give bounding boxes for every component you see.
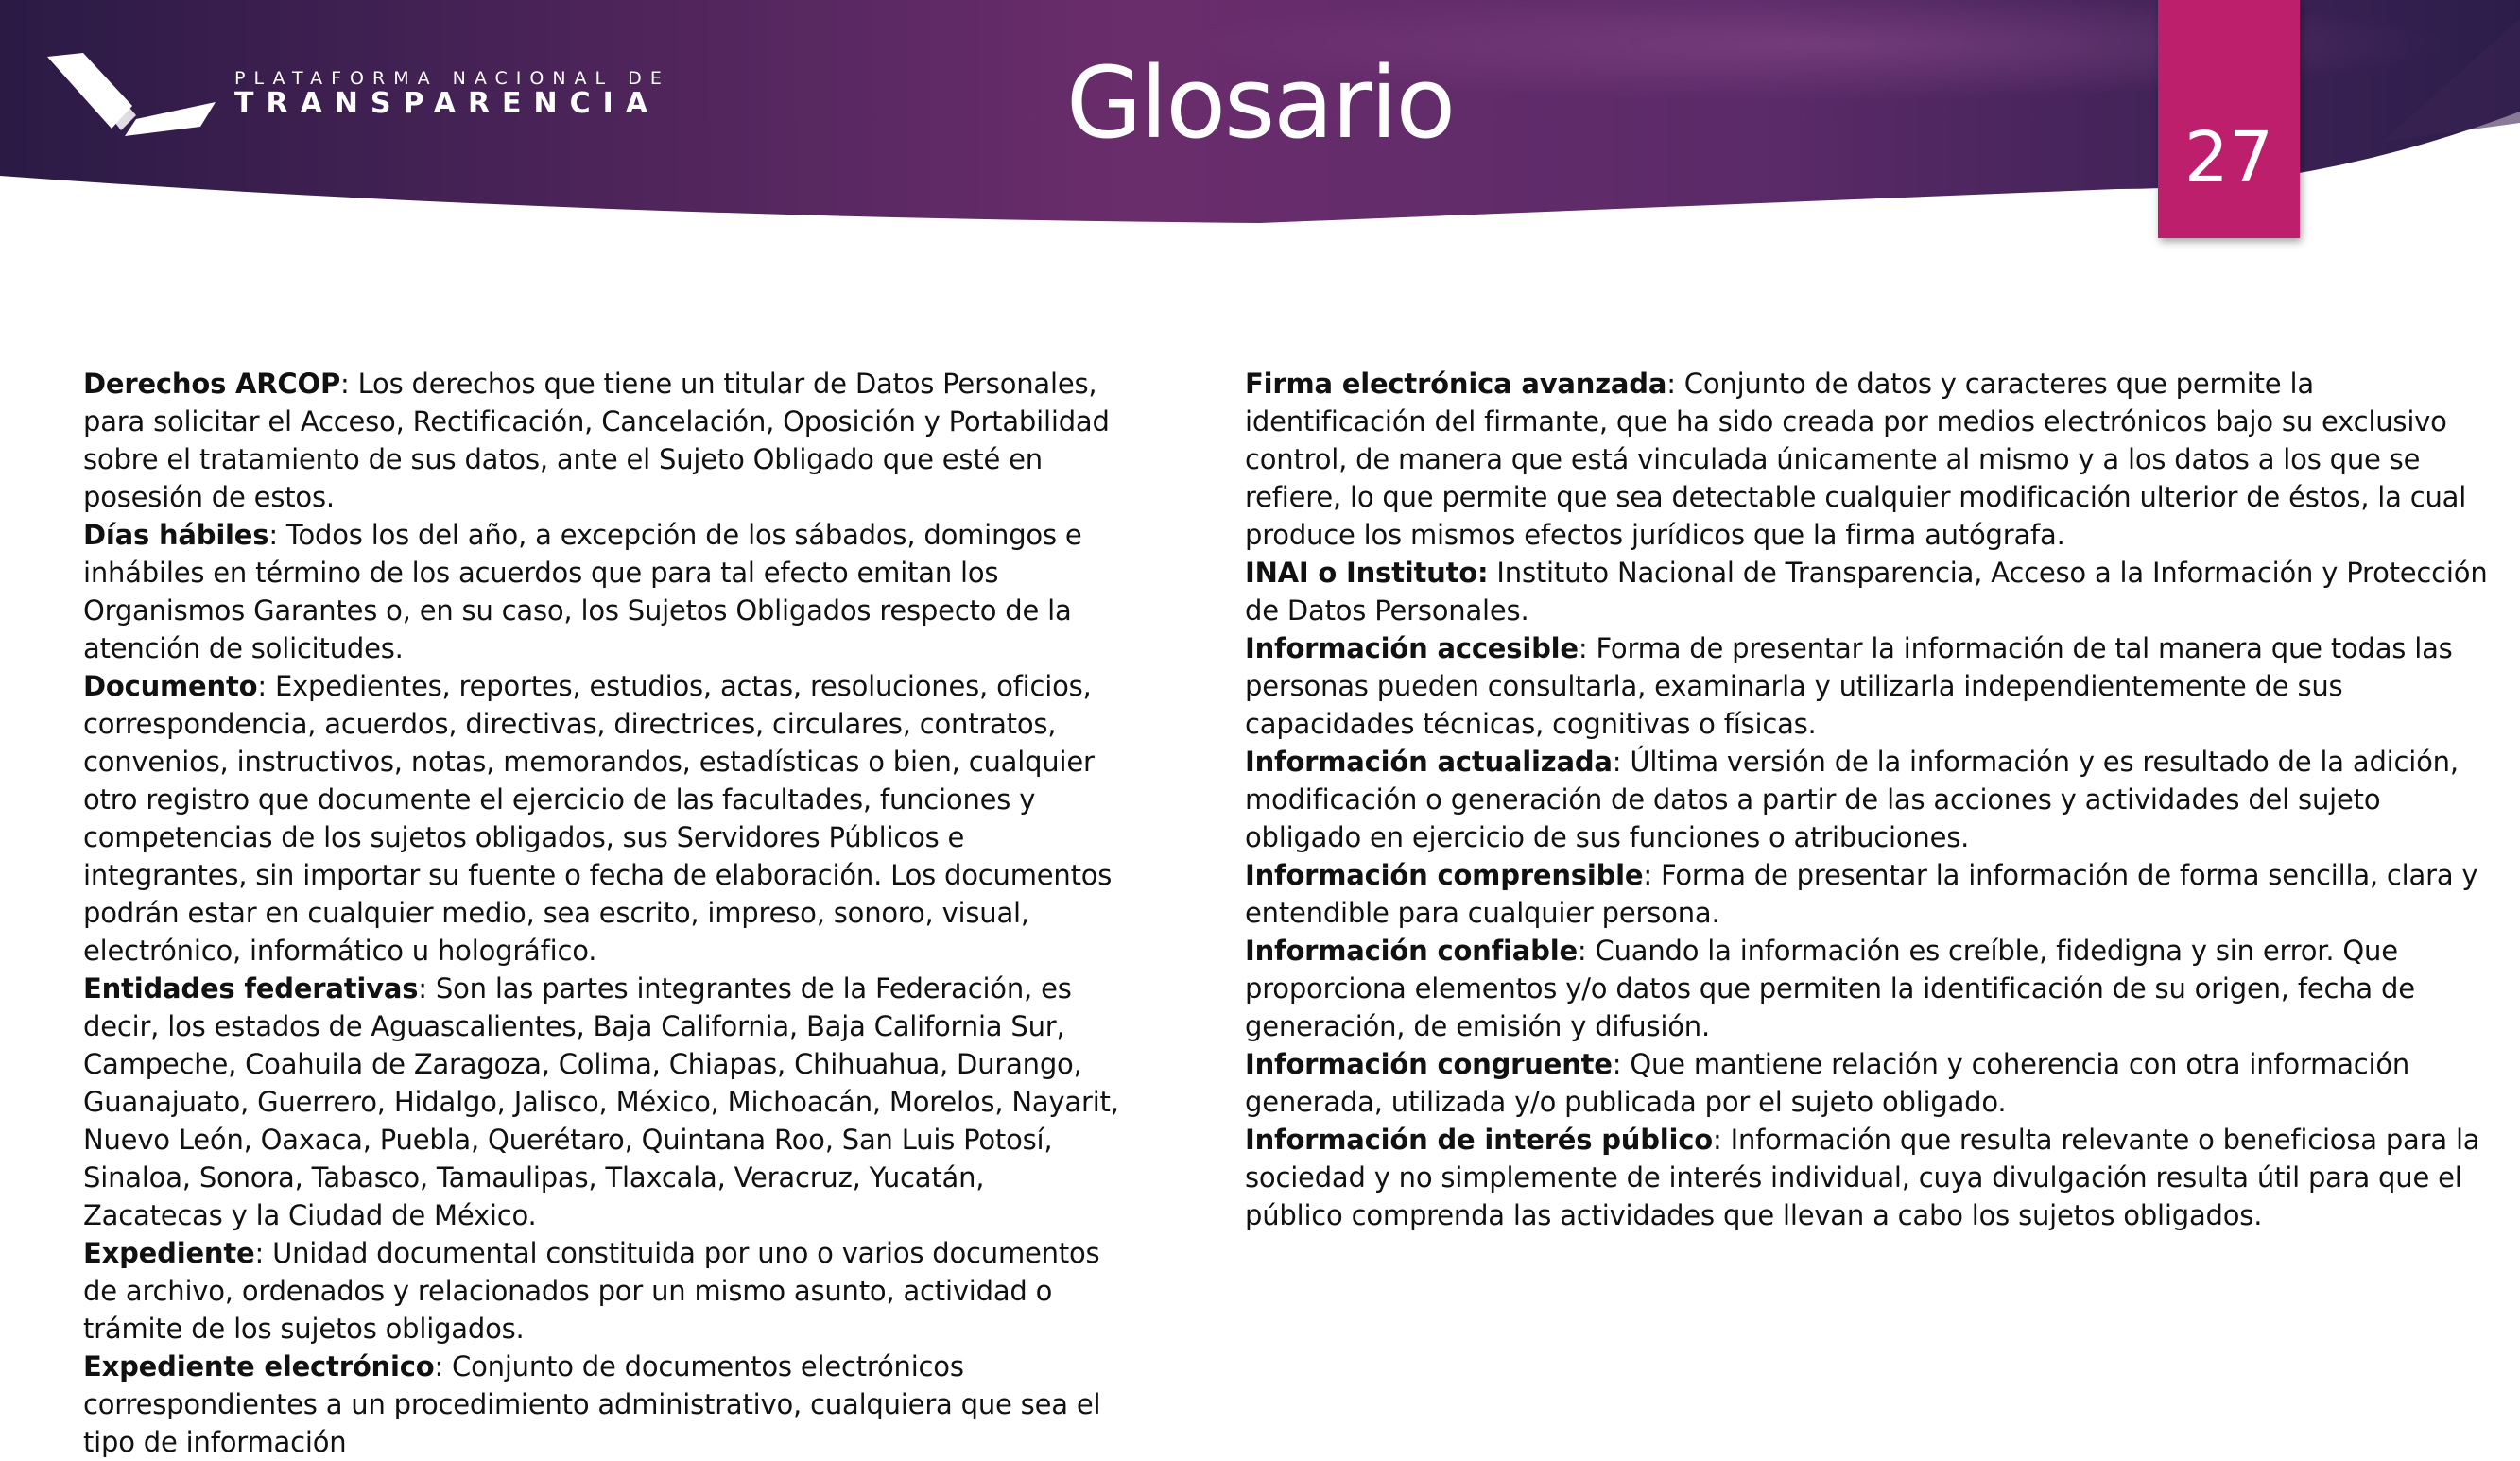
term-separator: :	[340, 368, 350, 400]
glossary-left-column	[83, 365, 1123, 1458]
glossary-term: Información actualizada	[1245, 746, 1613, 778]
glossary-term: Información confiable	[1245, 935, 1578, 967]
glossary-term: Firma electrónica avanzada	[1245, 368, 1667, 400]
glossary-term: Expediente	[83, 1237, 255, 1269]
glossary-definition: Conjunto de datos y caracteres que permite la identificación del firmante, que ha sido creada por medios electrónicos bajo su exclusivo control, de manera que está vinculada únicamente al mismo y a los datos a los que se refiere, lo que permite que sea detectable cualquier modificación ulterior de éstos, la cual produce los mismos efectos jurídicos que la firma autógrafa.	[1245, 368, 2467, 551]
logo-line2: TRANSPARENCIA	[234, 87, 661, 120]
glossary-entry	[1245, 932, 2491, 1045]
term-separator: :	[1577, 935, 1587, 967]
glossary-definition: Conjunto de documentos electrónicos correspondientes a un procedimiento administrativo, cualquiera que sea el tipo de información	[83, 1350, 1101, 1458]
glossary-definition: Unidad documental constituida por uno o varios documentos de archivo, ordenados y relacionados por un mismo asunto, actividad o trámite de los sujetos obligados.	[83, 1237, 1100, 1345]
glossary-definition: Los derechos que tiene un titular de Datos Personales, para solicitar el Acceso, Rectificación, Cancelación, Oposición y Portabilidad sobre el tratamiento de sus datos, ante el Sujeto Obligado que esté en posesión de estos.	[83, 368, 1110, 513]
glossary-definition: Todos los del año, a excepción de los sábados, domingos e inhábiles en término de los acuerdos que para tal efecto emitan los Organismos Garantes o, en su caso, los Sujetos Obligados respecto de la atención de solicitudes.	[83, 519, 1082, 664]
glossary-term: Entidades federativas	[83, 972, 419, 1005]
glossary-entry	[1245, 1121, 2491, 1234]
platform-logo	[45, 49, 707, 144]
glossary-term: Información congruente	[1245, 1048, 1613, 1080]
logo-mark-icon	[45, 49, 225, 144]
glossary-entry	[1245, 743, 2491, 856]
glossary-term: Documento	[83, 670, 258, 702]
glossary-right-column	[1245, 365, 2491, 1234]
term-separator: :	[1713, 1124, 1722, 1156]
slide-number-badge	[2158, 0, 2300, 238]
glossary-term: INAI o Instituto:	[1245, 557, 1489, 589]
glossary-entry	[1245, 1045, 2491, 1121]
term-separator: :	[254, 1237, 265, 1269]
term-separator: :	[1643, 859, 1652, 891]
slide-number: 27	[2183, 117, 2274, 198]
glossary-definition: Forma de presentar la información de tal manera que todas las personas pueden consultarla, examinarla y utilizarla independientemente de sus capacidades técnicas, cognitivas o físicas.	[1245, 632, 2453, 740]
term-separator: :	[257, 670, 267, 702]
glossary-entry	[83, 516, 1123, 667]
term-separator: :	[418, 972, 427, 1005]
glossary-entry	[1245, 554, 2491, 629]
glossary-definition: Cuando la información es creíble, fidedigna y sin error. Que proporciona elementos y/o datos que permiten la identificación de su origen, fecha de generación, de emisión y difusión.	[1245, 935, 2415, 1042]
term-separator: :	[1612, 746, 1622, 778]
glossary-entry	[1245, 856, 2491, 932]
glossary-definition: Forma de presentar la información de forma sencilla, clara y entendible para cualquier persona.	[1245, 859, 2478, 929]
term-separator: :	[1612, 1048, 1622, 1080]
glossary-entry	[83, 970, 1123, 1234]
term-separator: :	[1578, 632, 1588, 664]
term-separator: :	[268, 519, 278, 551]
glossary-entry	[83, 365, 1123, 516]
glossary-definition: Expedientes, reportes, estudios, actas, resoluciones, oficios, correspondencia, acuerdos, directivas, directrices, circulares, contratos, convenios, instructivos, notas, memorandos, estadísticas o bien, cualquier otro registro que documente el ejercicio de las facultades, funciones y competencias de los sujetos obligados, sus Servidores Públicos e integrantes, sin importar su fuente o fecha de elaboración. Los documentos podrán estar en cualquier medio, sea escrito, impreso, sonoro, visual, electrónico, informático u holográfico.	[83, 670, 1113, 967]
glossary-term: Expediente electrónico	[83, 1350, 435, 1383]
glossary-entry	[83, 667, 1123, 970]
glossary-term: Información comprensible	[1245, 859, 1644, 891]
glossary-definition: Última versión de la información y es resultado de la adición, modificación o generación de datos a partir de las acciones y actividades del sujeto obligado en ejercicio de sus funciones o atribuciones.	[1245, 746, 2459, 853]
glossary-entry	[83, 1348, 1123, 1461]
glossary-term: Derechos ARCOP	[83, 368, 340, 400]
glossary-entry	[1245, 365, 2491, 554]
logo-line1: PLATAFORMA NACIONAL DE	[234, 68, 670, 89]
glossary-term: Días hábiles	[83, 519, 269, 551]
header-banner	[0, 0, 2520, 227]
glossary-term: Información de interés público	[1245, 1124, 1713, 1156]
term-separator: :	[434, 1350, 444, 1383]
glossary-entry	[83, 1234, 1123, 1348]
glossary-definition: Instituto Nacional de Transparencia, Acceso a la Información y Protección de Datos Personales.	[1245, 557, 2488, 627]
glossary-entry	[1245, 629, 2491, 743]
page-title: Glosario	[1065, 45, 1455, 161]
glossary-definition: Información que resulta relevante o beneficiosa para la sociedad y no simplemente de interés individual, cuya divulgación resulta útil para que el público comprenda las actividades que llevan a cabo los sujetos obligados.	[1245, 1124, 2480, 1231]
glossary-definition: Que mantiene relación y coherencia con otra información generada, utilizada y/o publicada por el sujeto obligado.	[1245, 1048, 2410, 1118]
term-separator: :	[1666, 368, 1676, 400]
glossary-term: Información accesible	[1245, 632, 1579, 664]
glossary-definition: Son las partes integrantes de la Federación, es decir, los estados de Aguascalientes, Baja California, Baja California Sur, Campeche, Coahuila de Zaragoza, Colima, Chiapas, Chihuahua, Durango, Guanajuato, Guerrero, Hidalgo, Jalisco, México, Michoacán, Morelos, Nayarit, Nuevo León, Oaxaca, Puebla, Querétaro, Quintana Roo, San Luis Potosí, Sinaloa, Sonora, Tabasco, Tamaulipas, Tlaxcala, Veracruz, Yucatán, Zacatecas y la Ciudad de México.	[83, 972, 1119, 1231]
